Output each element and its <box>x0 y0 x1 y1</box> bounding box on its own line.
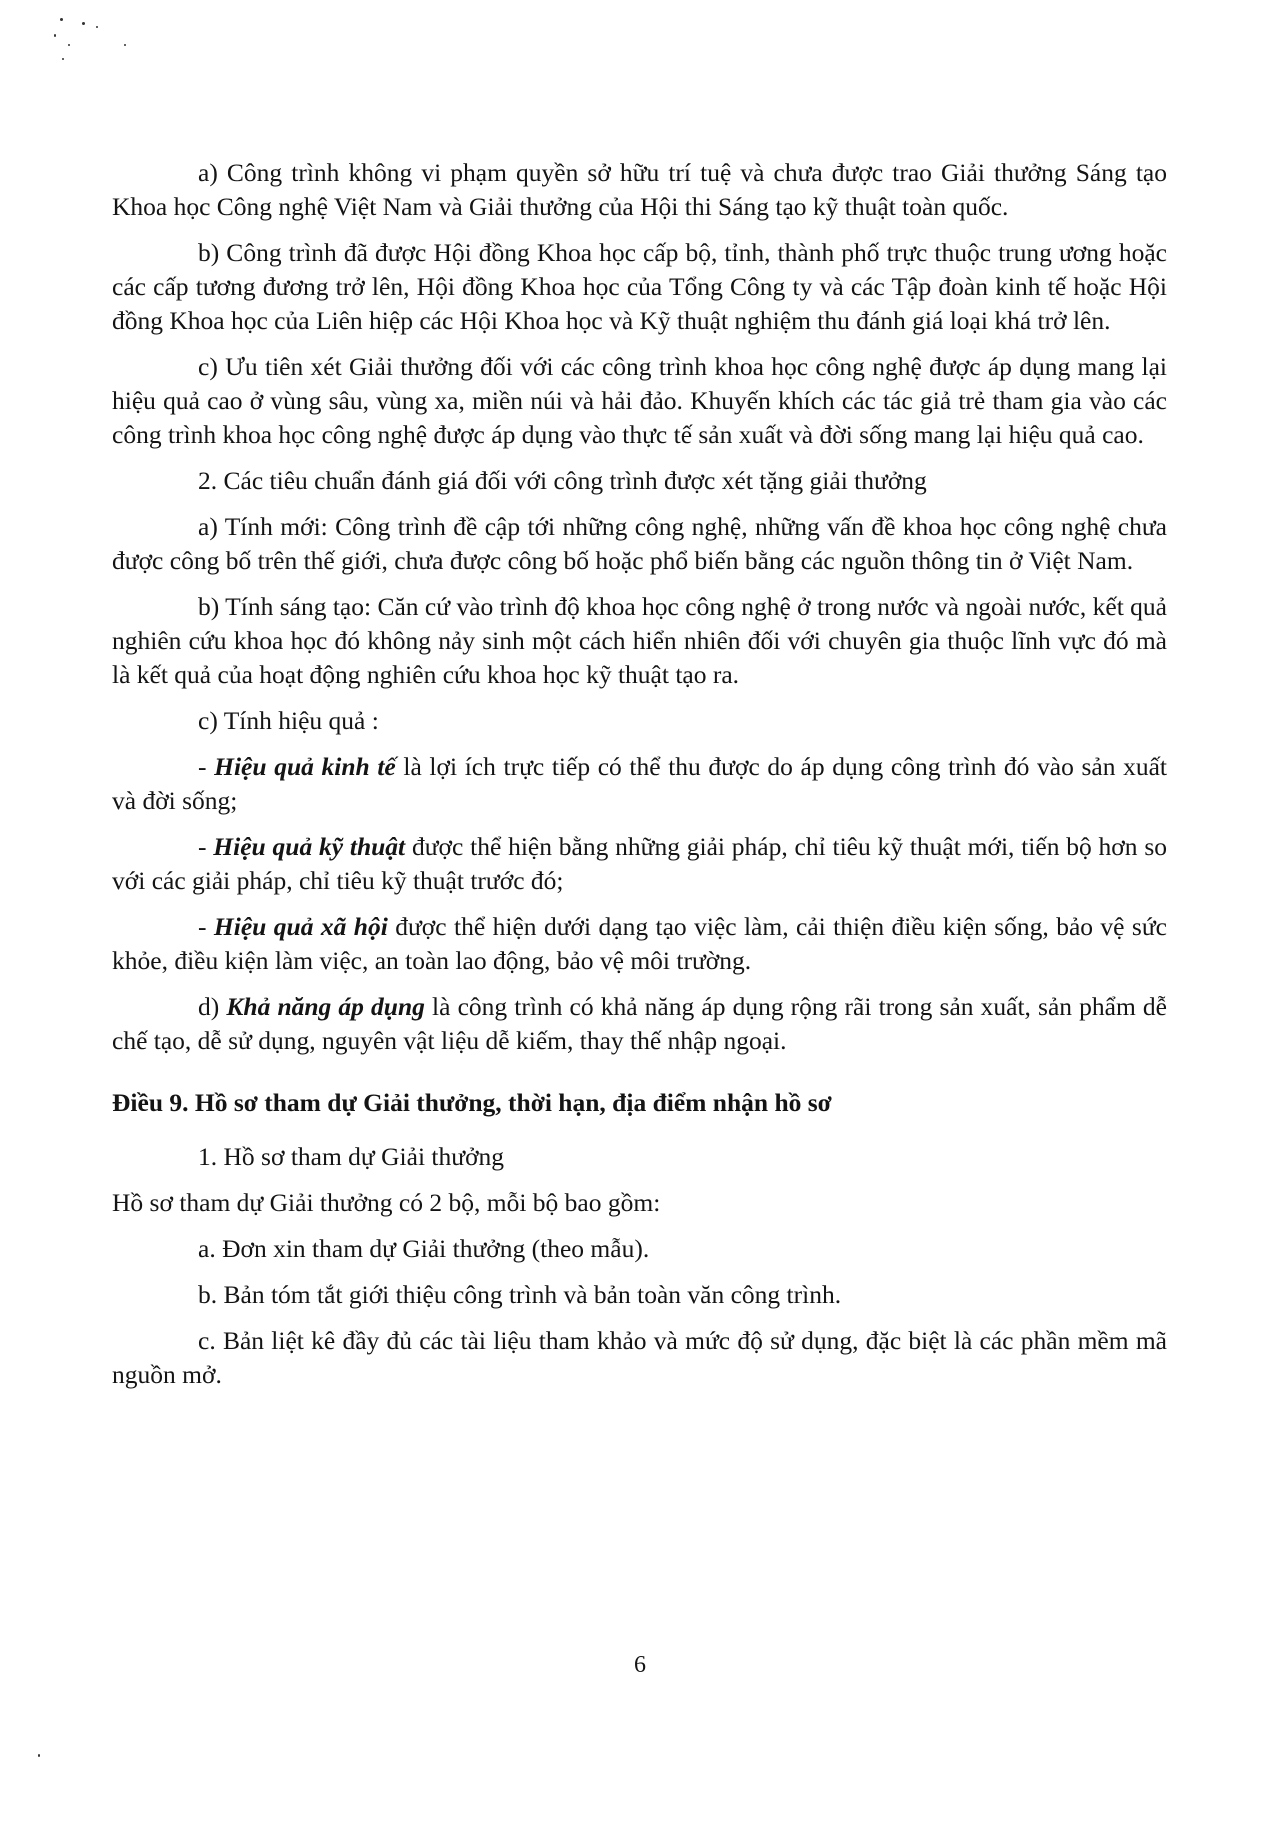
scan-speck <box>96 26 98 28</box>
term-applicability: Khả năng áp dụng <box>226 992 425 1021</box>
dossier-item-c: c. Bản liệt kê đầy đủ các tài liệu tham khảo và mức độ sử dụng, đặc biệt là các phần mềm mã nguồn mở. <box>112 1326 1167 1389</box>
item-text: là lợi ích trực tiếp có thể thu được do áp dụng công trình đó vào sản xuất và đời sống; <box>112 752 1168 815</box>
item-lead: - <box>198 912 214 941</box>
page-number: 6 <box>634 1652 646 1678</box>
item-text: được thể hiện dưới dạng tạo việc làm, cải thiện điều kiện sống, bảo vệ sức khỏe, điều kiện làm việc, an toàn lao động, bảo vệ môi trường. <box>112 912 1167 975</box>
paragraph-social-effect <box>112 910 1167 978</box>
scan-speck <box>60 18 63 21</box>
item-text: được thể hiện bằng những giải pháp, chỉ tiêu kỹ thuật mới, tiến bộ hơn so với các giải pháp, chỉ tiêu kỹ thuật trước đó; <box>112 832 1167 895</box>
scan-speck <box>68 44 70 46</box>
dossier-item-a: a. Đơn xin tham dự Giải thưởng (theo mẫu). <box>198 1234 650 1263</box>
paragraph-criterion-b: b) Công trình đã được Hội đồng Khoa học cấp bộ, tỉnh, thành phố trực thuộc trung ương hoặc các cấp tương đương trở lên, Hội đồng Khoa học của Tổng Công ty và các Tập đoàn kinh tế hoặc Hội đồng Khoa học của Liên hiệp các Hội Khoa học và Kỹ thuật nghiệm thu đánh giá loại khá trở lên. <box>112 238 1167 335</box>
article-9-heading: Điều 9. Hồ sơ tham dự Giải thưởng, thời hạn, địa điểm nhận hồ sơ <box>112 1088 832 1117</box>
paragraph-section-2: 2. Các tiêu chuẩn đánh giá đối với công trình được xét tặng giải thưởng <box>198 466 927 495</box>
document-body <box>112 156 1167 1392</box>
scan-speck <box>82 22 85 25</box>
term-social-effect: Hiệu quả xã hội <box>213 912 388 941</box>
item-lead: - <box>198 832 214 861</box>
paragraph-criterion-a: a) Công trình không vi phạm quyền sở hữu trí tuệ và chưa được trao Giải thưởng Sáng tạo Khoa học Công nghệ Việt Nam và Giải thưởng của Hội thi Sáng tạo kỹ thuật toàn quốc. <box>112 158 1167 221</box>
scan-speck <box>54 34 56 37</box>
item-lead: d) <box>198 992 227 1021</box>
paragraph-creativity: b) Tính sáng tạo: Căn cứ vào trình độ khoa học công nghệ ở trong nước và ngoài nước, kết quả nghiên cứu khoa học đó không nảy sinh một cách hiển nhiên đối với chuyên gia thuộc lĩnh vực đó mà là kết quả của hoạt động nghiên cứu khoa học kỹ thuật tạo ra. <box>112 592 1167 689</box>
dossier-item-b: b. Bản tóm tắt giới thiệu công trình và bản toàn văn công trình. <box>198 1280 842 1309</box>
paragraph-applicability <box>112 990 1167 1058</box>
scan-speck <box>62 58 64 60</box>
item-lead: - <box>198 752 215 781</box>
paragraph-economic-effect <box>112 750 1167 818</box>
term-economic-effect: Hiệu quả kinh tế <box>214 752 396 781</box>
paragraph-effectiveness: c) Tính hiệu quả : <box>198 706 379 735</box>
paragraph-criterion-c: c) Ưu tiên xét Giải thưởng đối với các công trình khoa học công nghệ được áp dụng mang lại hiệu quả cao ở vùng sâu, vùng xa, miền núi và hải đảo. Khuyến khích các tác giả trẻ tham gia vào các công trình khoa học công nghệ được áp dụng vào thực tế sản xuất và đời sống mang lại hiệu quả cao. <box>112 352 1167 449</box>
term-technical-effect: Hiệu quả kỹ thuật <box>213 832 406 861</box>
item-text: là công trình có khả năng áp dụng rộng rãi trong sản xuất, sản phẩm dễ chế tạo, dễ sử dụng, nguyên vật liệu dễ kiếm, thay thế nhập ngoại. <box>112 992 1167 1055</box>
paragraph-novelty: a) Tính mới: Công trình đề cập tới những công nghệ, những vấn đề khoa học công nghệ chưa được công bố trên thế giới, chưa được công bố hoặc phổ biến bằng các nguồn thông tin ở Việt Nam. <box>112 512 1167 575</box>
section-1-title: 1. Hồ sơ tham dự Giải thưởng <box>198 1142 505 1171</box>
scan-speck <box>124 44 126 46</box>
scan-speck <box>38 1754 40 1757</box>
dossier-intro: Hồ sơ tham dự Giải thưởng có 2 bộ, mỗi bộ bao gồm: <box>112 1188 661 1217</box>
paragraph-technical-effect <box>112 830 1167 898</box>
